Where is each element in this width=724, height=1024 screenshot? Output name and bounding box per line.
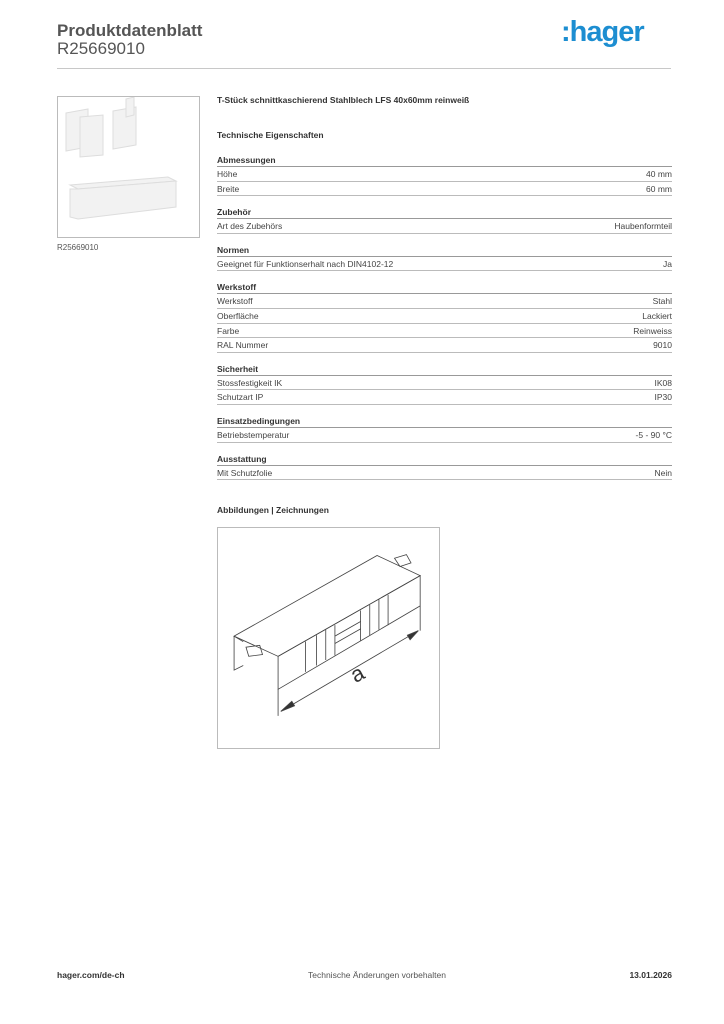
spec-value: Reinweiss xyxy=(633,325,672,336)
spec-label: Oberfläche xyxy=(217,310,259,321)
spec-value: IK08 xyxy=(654,377,672,388)
spec-value: IP30 xyxy=(654,392,672,403)
footer-note: Technische Änderungen vorbehalten xyxy=(308,970,446,980)
spec-section xyxy=(217,144,672,196)
footer-url[interactable]: hager.com/de-ch xyxy=(57,970,125,980)
spec-row xyxy=(217,324,672,339)
spec-value: 9010 xyxy=(653,340,672,351)
spec-label: Werkstoff xyxy=(217,296,253,307)
section-title: Normen xyxy=(217,244,672,257)
spec-value: -5 - 90 °C xyxy=(635,429,672,440)
product-image xyxy=(57,96,200,238)
spec-label: Art des Zubehörs xyxy=(217,221,283,232)
spec-label: Betriebstemperatur xyxy=(217,429,290,440)
spec-value: Stahl xyxy=(652,296,672,307)
spec-table xyxy=(217,95,672,515)
hager-logo: :hager xyxy=(561,16,644,48)
spec-row xyxy=(217,466,672,481)
page-title: Produktdatenblatt xyxy=(57,21,203,40)
dimension-label: a xyxy=(346,659,369,688)
spec-row xyxy=(217,294,672,309)
spec-value: 60 mm xyxy=(646,183,672,194)
spec-label: Höhe xyxy=(217,169,238,179)
product-code: R25669010 xyxy=(57,39,145,58)
spec-value: Haubenformteil xyxy=(614,221,672,232)
spec-row xyxy=(217,390,672,405)
spec-label: Geeignet für Funktionserhalt nach DIN4102-12 xyxy=(217,258,394,269)
spec-row xyxy=(217,376,672,391)
spec-section xyxy=(217,443,672,481)
footer xyxy=(57,970,672,980)
spec-value: Ja xyxy=(663,258,672,269)
spec-section xyxy=(217,271,672,352)
spec-label: Mit Schutzfolie xyxy=(217,467,273,478)
spec-value: Nein xyxy=(654,467,672,478)
spec-label: Stossfestigkeit IK xyxy=(217,377,283,388)
divider xyxy=(57,68,671,69)
section-title: Werkstoff xyxy=(217,281,672,294)
technical-drawing xyxy=(217,527,440,749)
spec-section xyxy=(217,405,672,443)
section-title: Sicherheit xyxy=(217,363,672,376)
spec-value: 40 mm xyxy=(646,169,672,179)
spec-label: Schutzart IP xyxy=(217,392,264,403)
footer-date: 13.01.2026 xyxy=(629,970,672,980)
spec-row xyxy=(217,219,672,234)
spec-row xyxy=(217,167,672,182)
section-title: Einsatzbedingungen xyxy=(217,415,672,428)
spec-row xyxy=(217,182,672,197)
spec-value: Lackiert xyxy=(642,310,672,321)
section-title: Ausstattung xyxy=(217,453,672,466)
figures-heading: Abbildungen | Zeichnungen xyxy=(217,505,329,516)
image-caption: R25669010 xyxy=(57,243,99,252)
spec-label: Breite xyxy=(217,183,240,194)
spec-row xyxy=(217,257,672,272)
spec-row xyxy=(217,338,672,353)
section-title: Zubehör xyxy=(217,206,672,219)
product-name: T-Stück schnittkaschierend Stahlblech LFS 40x60mm reinweiß xyxy=(217,95,470,105)
spec-row xyxy=(217,428,672,443)
tech-heading: Technische Eigenschaften xyxy=(217,130,324,140)
spec-section xyxy=(217,234,672,272)
spec-row xyxy=(217,309,672,324)
spec-label: Farbe xyxy=(217,325,240,336)
spec-label: RAL Nummer xyxy=(217,340,269,351)
spec-section xyxy=(217,196,672,234)
section-title: Abmessungen xyxy=(217,154,672,167)
spec-section xyxy=(217,353,672,405)
